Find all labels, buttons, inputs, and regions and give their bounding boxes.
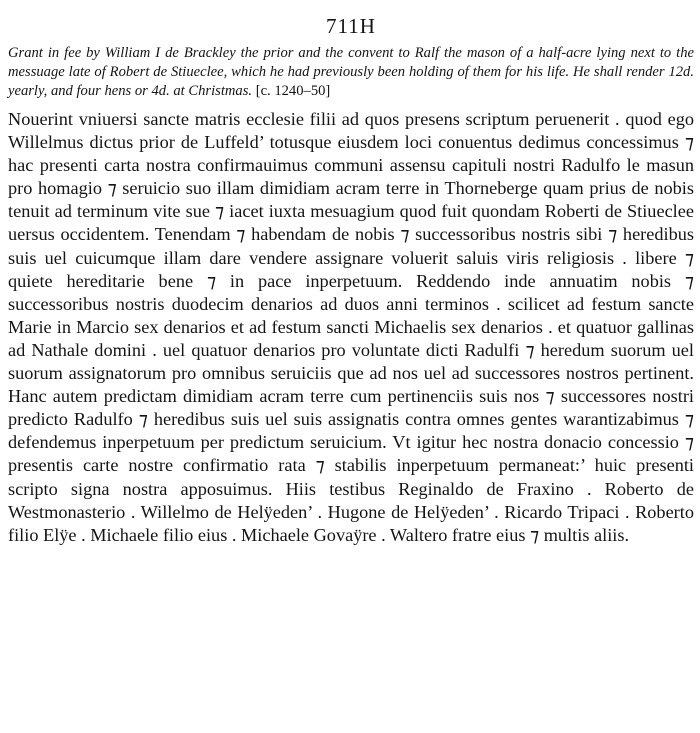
charter-text: Nouerint vniuersi sancte matris ecclesie filii ad quos presens scriptum peruenerit . quod ego Willelmus dictus prior de Luffeld’ totusque eiusdem loci conuentus dedimus concessimus ⁊ hac presenti carta nostra confirmauimus communi assensu capituli nostri Radulfo le masun pro homagio ⁊ seruicio suo illam dimidiam acram terre in Thorneberge quam prius de nobis tenuit ad terminum vite sue ⁊ iacet iuxta mesuagium quod fuit quondam Roberti de Stiueclee uersus occidentem. Tenendam ⁊ habendam de nobis ⁊ successoribus nostris sibi ⁊ heredibus suis uel cuicumque illam dare vendere assignare voluerit saluis viris religiosis . libere ⁊ quiete hereditarie bene ⁊ in pace inperpetuum. Reddendo inde annuatim nobis ⁊ successoribus nostris duodecim denarios ad duos anni terminos . scilicet ad festum sancte Marie in Marcio sex denarios et ad festum sancti Michaelis sex denarios . et quatuor gallinas ad Nathale domini . uel quatuor denarios pro voluntate dicti Radulfi ⁊ heredum suorum uel suorum assignatorum pro omnibus seruiciis que ad nos uel ad successores nostros pertinent. Hanc autem predictam dimidiam acram terre cum pertinenciis suis nos ⁊ successores nostri predicto Radulfo ⁊ heredibus suis uel suis assignatis contra omnes gentes warantizabimus ⁊ defendemus inperpetuum per predictum seruicium. Vt igitur hec nostra donacio concessio ⁊ presentis carte nostre confirmatio rata ⁊ stabilis inperpetuum permaneat:’ huic presenti scripto signa nostra apposuimus. Hiis testibus Reginaldo de Fraxino . Roberto de Westmonasterio . Willelmo de Helÿeden’ . Hugone de Helÿeden’ . Ricardo Tripaci . Roberto filio Elÿe . Michaele filio eius . Michaele Govaÿre . Waltero fratre eius ⁊ multis aliis. xyxy=(8,109,694,545)
charter-number: 711H xyxy=(326,14,376,38)
charter-date: [c. 1240–50] xyxy=(255,83,331,99)
charter-abstract xyxy=(8,44,694,101)
abstract-text: Grant in fee by William I de Brackley the prior and the convent to Ralf the mason of a half-acre lying next to the messuage late of Robert de Stiueclee, which he had previously been holding of them for his life. He shall render 12d. yearly, and four hens or 4d. at Christmas. xyxy=(8,45,694,99)
